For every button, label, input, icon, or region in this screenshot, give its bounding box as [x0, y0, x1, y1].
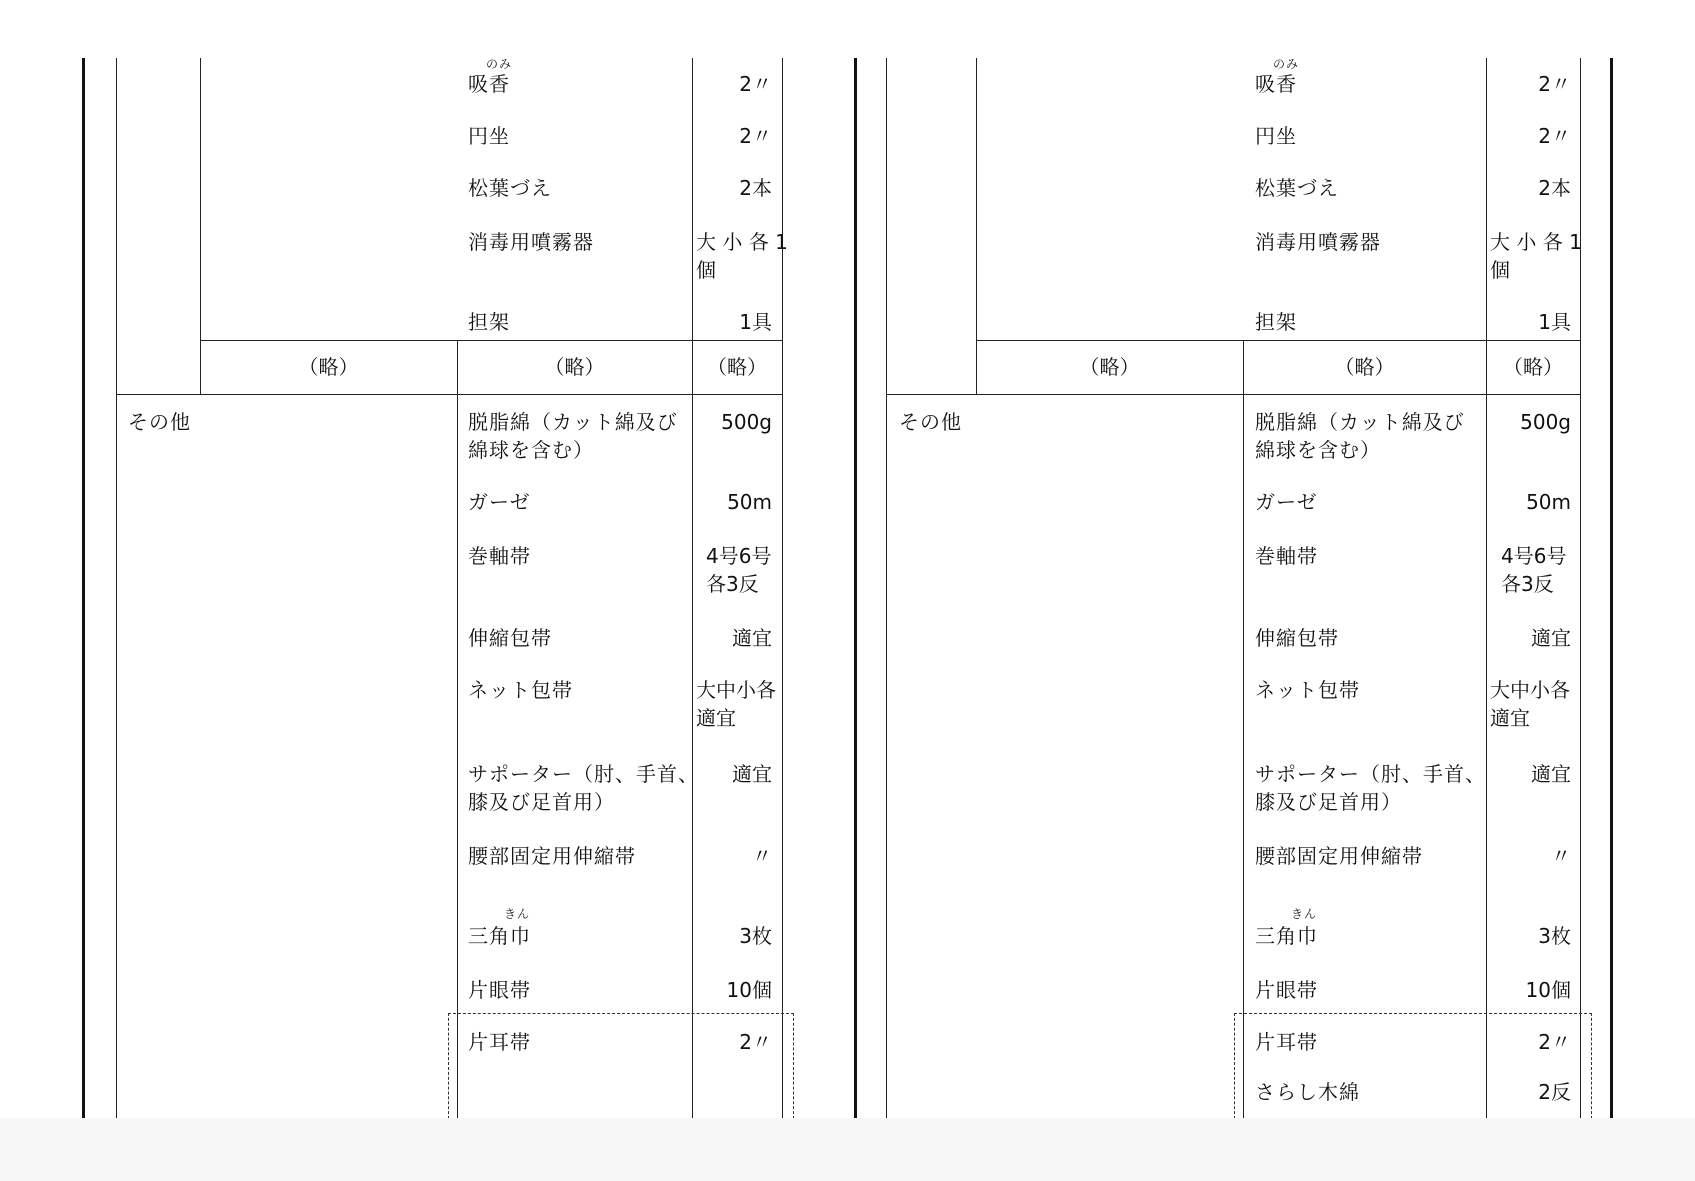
item-quantity: 適宜: [696, 706, 736, 730]
item-name: 膝及び足首用）: [468, 790, 615, 814]
item-quantity: 2〃: [739, 72, 772, 96]
ruby-text: きん: [1291, 907, 1318, 921]
abbreviation: （略）: [707, 355, 767, 379]
item-quantity: 4号6号: [706, 544, 772, 568]
item-quantity: 個: [1490, 258, 1510, 282]
item-name: 綿球を含む）: [468, 438, 594, 462]
item-name: サポーター（肘、手首、: [468, 762, 699, 786]
item-name: 円坐: [1255, 124, 1297, 148]
item-quantity: 4号6号: [1501, 544, 1567, 568]
ruby-text: のみ: [486, 57, 513, 71]
item-quantity: 2〃: [1538, 1030, 1571, 1054]
column-line: [1486, 58, 1487, 1118]
row-line: [116, 394, 782, 395]
row-line: [886, 394, 1580, 395]
row-line: [200, 340, 782, 341]
abbreviation: （略）: [1079, 355, 1140, 379]
column-line: [692, 58, 693, 1118]
item-name: 巻軸帯: [1255, 544, 1318, 568]
ruby-text: きん: [504, 907, 531, 921]
ruby-text: のみ: [1273, 57, 1300, 71]
abbreviation: （略）: [1503, 355, 1563, 379]
abbreviation: （略）: [544, 355, 605, 379]
item-quantity: 50m: [1526, 490, 1571, 514]
column-line: [782, 58, 783, 1118]
item-name: 消毒用噴霧器: [468, 230, 594, 254]
item-quantity: 2反: [1538, 1080, 1571, 1104]
item-name: ガーゼ: [1255, 490, 1318, 514]
right-table-panel: [847, 58, 1617, 1118]
item-quantity: 2〃: [1538, 124, 1571, 148]
item-quantity: 適宜: [1531, 762, 1571, 786]
item-quantity: 適宜: [732, 762, 772, 786]
item-quantity: 適宜: [732, 626, 772, 650]
item-name: 片耳帯: [468, 1030, 531, 1054]
item-name: ガーゼ: [468, 490, 531, 514]
section-label: その他: [899, 410, 962, 434]
right-outer-border: [1610, 58, 1613, 1118]
abbreviation: （略）: [298, 355, 359, 379]
item-name: 三角巾: [468, 924, 531, 948]
item-name: 巻軸帯: [468, 544, 531, 568]
item-name: 腰部固定用伸縮帯: [1255, 844, 1423, 868]
item-quantity: 500g: [1520, 410, 1571, 434]
column-line: [976, 58, 977, 395]
item-quantity: 10個: [726, 978, 772, 1002]
item-name: 片耳帯: [1255, 1030, 1318, 1054]
page-bottom-margin: [0, 1118, 1695, 1181]
item-quantity: 3枚: [739, 924, 772, 948]
column-line: [200, 58, 201, 395]
item-name: 円坐: [468, 124, 510, 148]
item-quantity: 〃: [1551, 844, 1571, 868]
item-quantity: 1具: [739, 310, 772, 334]
item-name: 三角巾: [1255, 924, 1318, 948]
item-quantity: 10個: [1525, 978, 1571, 1002]
item-quantity: 適宜: [1490, 706, 1530, 730]
item-quantity: 大中小各: [696, 678, 776, 702]
item-name: 伸縮包帯: [1255, 626, 1339, 650]
column-line: [886, 58, 887, 1118]
left-outer-border: [82, 58, 85, 1118]
item-name: ネット包帯: [1255, 678, 1360, 702]
item-quantity: 2本: [739, 176, 772, 200]
item-name: 担架: [468, 310, 510, 334]
item-name: 松葉づえ: [1255, 176, 1339, 200]
item-name: 担架: [1255, 310, 1297, 334]
item-name: 腰部固定用伸縮帯: [468, 844, 636, 868]
item-quantity: 2〃: [739, 1030, 772, 1054]
item-name: 綿球を含む）: [1255, 438, 1381, 462]
item-name: ネット包帯: [468, 678, 573, 702]
item-name: 脱脂綿（カット綿及び: [1255, 410, 1465, 434]
item-name: 松葉づえ: [468, 176, 552, 200]
item-quantity: 2〃: [1538, 72, 1571, 96]
item-name: さらし木綿: [1255, 1080, 1360, 1104]
item-quantity: 大 小 各 1: [1490, 230, 1582, 254]
item-quantity: 50m: [727, 490, 772, 514]
item-name: 片眼帯: [468, 978, 531, 1002]
item-quantity: 2〃: [739, 124, 772, 148]
column-line: [1243, 340, 1244, 1118]
item-quantity: 500g: [721, 410, 772, 434]
row-line: [976, 340, 1580, 341]
item-name: 片眼帯: [1255, 978, 1318, 1002]
item-quantity: 個: [696, 258, 716, 282]
item-quantity: 2本: [1538, 176, 1571, 200]
column-line: [457, 340, 458, 1118]
item-quantity: 各3反: [706, 572, 759, 596]
section-label: その他: [128, 410, 191, 434]
item-quantity: 3枚: [1538, 924, 1571, 948]
item-name: 吸香: [1255, 72, 1297, 96]
item-name: サポーター（肘、手首、: [1255, 762, 1486, 786]
left-table-panel: [82, 58, 852, 1118]
item-name: 消毒用噴霧器: [1255, 230, 1381, 254]
item-name: 伸縮包帯: [468, 626, 552, 650]
item-quantity: 適宜: [1531, 626, 1571, 650]
item-quantity: 1具: [1538, 310, 1571, 334]
item-quantity: 大中小各: [1490, 678, 1570, 702]
item-quantity: 〃: [752, 844, 772, 868]
item-name: 吸香: [468, 72, 510, 96]
item-name: 脱脂綿（カット綿及び: [468, 410, 678, 434]
item-name: 膝及び足首用）: [1255, 790, 1402, 814]
column-line: [1580, 58, 1581, 1118]
abbreviation: （略）: [1334, 355, 1395, 379]
column-line: [116, 58, 117, 1118]
item-quantity: 各3反: [1501, 572, 1554, 596]
item-quantity: 大 小 各 1: [696, 230, 788, 254]
